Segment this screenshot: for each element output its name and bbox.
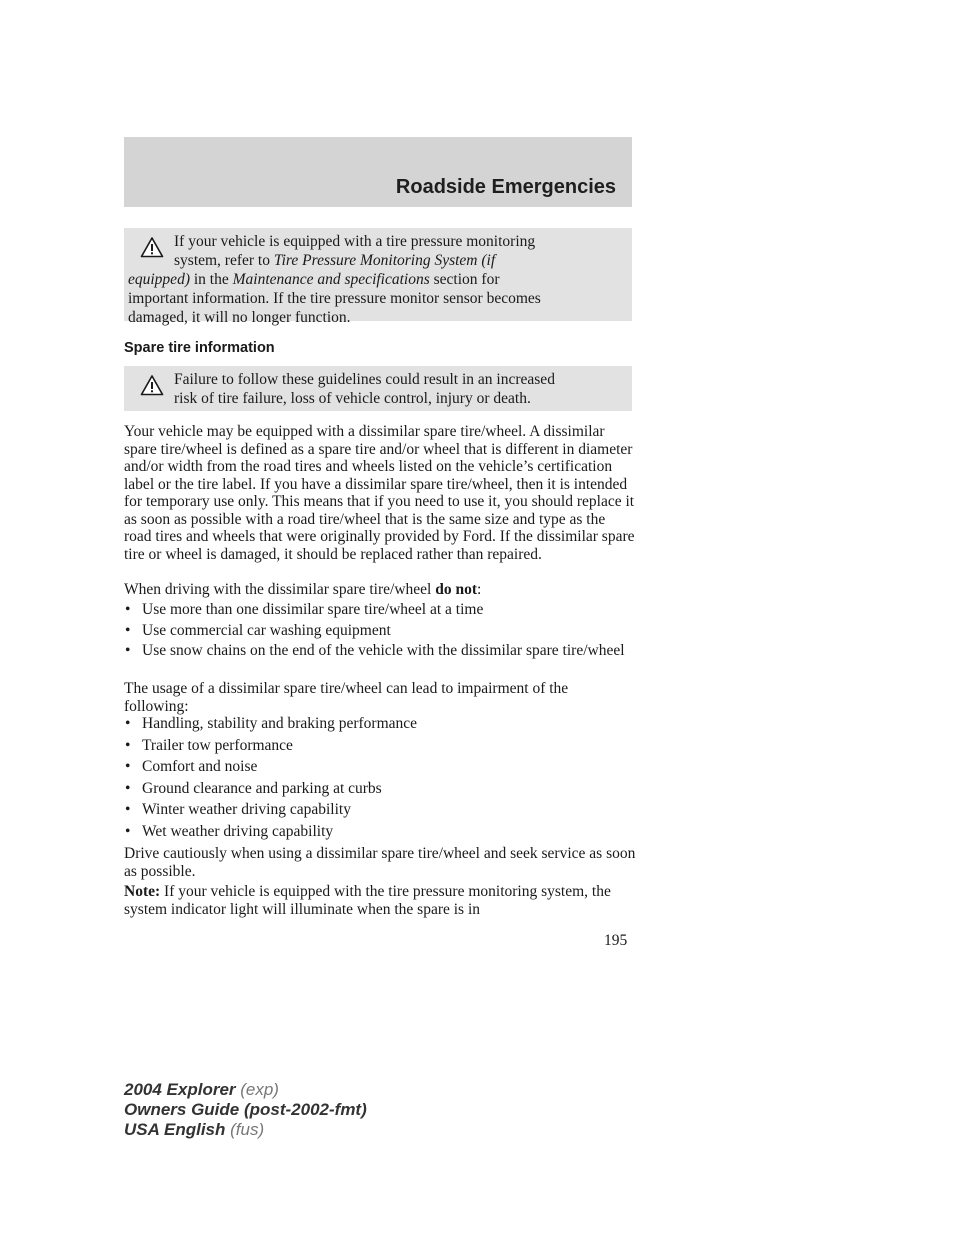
paragraph-note: Note: If your vehicle is equipped with the tire pressure monitoring system, the system indicator light will illuminate when the spare is in — [124, 883, 611, 918]
warning-text-line: If your vehicle is equipped with a tire pressure monitoring — [174, 233, 536, 250]
paragraph-impairment: The usage of a dissimilar spare tire/wheel can lead to impairment of the following: — [124, 680, 569, 715]
warning-text-line: equipped) in the Maintenance and specifications section for — [128, 271, 500, 288]
footer-line: USA English (fus) — [124, 1120, 265, 1139]
paragraph-do-not: When driving with the dissimilar spare tire/wheel do not: — [124, 581, 482, 598]
list-item: • Use snow chains on the end of the vehicle with the dissimilar spare tire/wheel — [125, 642, 625, 659]
list-item: • Use more than one dissimilar spare tire/wheel at a time — [125, 601, 484, 618]
body-paragraph — [124, 423, 636, 563]
footer-line: Owners Guide (post-2002-fmt) — [124, 1100, 367, 1119]
warning-text-line: important information. If the tire pressure monitor sensor becomes — [128, 290, 541, 307]
page-title: Roadside Emergencies — [395, 176, 616, 198]
warning-triangle-icon — [140, 374, 164, 396]
paragraph-dissimilar-spare: Your vehicle may be equipped with a dissimilar spare tire/wheel. A dissimilar spare tire/wheel is defined as a spare tire and/or wheel that is different in diameter and/or width from the road tires and wheels listed on the vehicle’s certification label or the tire label. If you have a dissimilar spare tire/wheel, then it is intended for temporary use only. This means that if you need to use it, you should replace it as soon as possible with a road tire/wheel that is the same size and type as the road tires and wheels that were originally provided by Ford. If the dissimilar spare tire or wheel is damaged, it should be replaced rather than repaired. — [124, 423, 635, 563]
warning-text-line: damaged, it will no longer function. — [128, 309, 351, 326]
list-item: • Ground clearance and parking at curbs — [125, 779, 382, 797]
cross-reference: equipped) — [128, 271, 190, 288]
warning-text-line: system, refer to Tire Pressure Monitoring System (if — [174, 252, 496, 269]
paragraph-drive-cautiously: Drive cautiously when using a dissimilar spare tire/wheel and seek service as soon as possible. — [124, 845, 636, 880]
list-item: • Comfort and noise — [125, 758, 258, 775]
header-band — [124, 137, 632, 207]
body-paragraph — [124, 883, 636, 918]
bullet-list — [124, 715, 636, 840]
list-item: • Trailer tow performance — [125, 736, 293, 754]
warning-triangle-icon — [140, 236, 164, 258]
note-label: Note: — [124, 883, 161, 900]
cross-reference: Maintenance and specifications — [232, 271, 430, 288]
list-item: • Handling, stability and braking performance — [125, 715, 418, 732]
warning-text-line: Failure to follow these guidelines could result in an increased — [174, 371, 555, 388]
list-item: • Wet weather driving capability — [125, 822, 334, 840]
body-paragraph — [124, 581, 636, 599]
section-heading: Spare tire information — [124, 340, 275, 356]
body-paragraph — [124, 845, 636, 880]
warning-text-line: risk of tire failure, loss of vehicle control, injury or death. — [174, 390, 531, 407]
warning-box — [124, 366, 632, 411]
page-number: 195 — [604, 932, 628, 949]
bullet-list — [124, 601, 636, 660]
footer-line: 2004 Explorer (exp) — [124, 1080, 279, 1099]
list-item: • Winter weather driving capability — [125, 801, 351, 818]
footer — [124, 1080, 367, 1140]
list-item: • Use commercial car washing equipment — [125, 621, 391, 639]
cross-reference: Tire Pressure Monitoring System (if — [273, 252, 496, 269]
warning-box — [124, 228, 632, 326]
body-paragraph — [124, 680, 636, 715]
